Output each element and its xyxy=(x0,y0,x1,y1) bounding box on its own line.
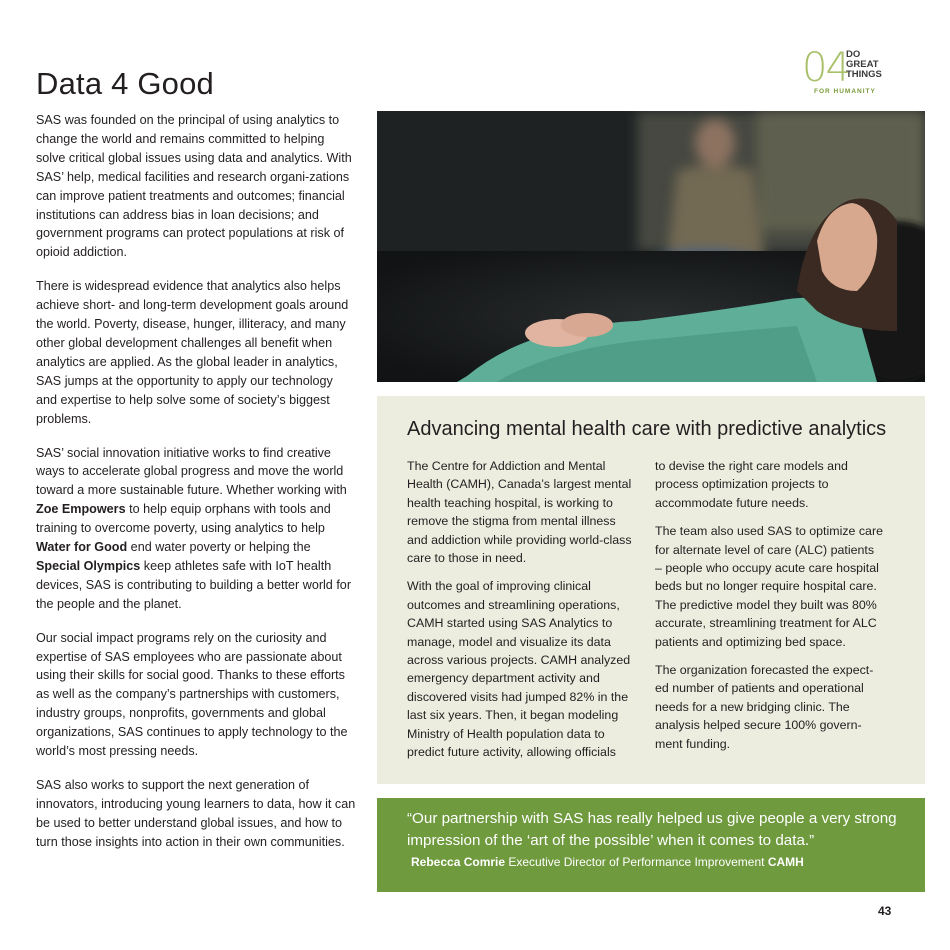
paragraph: The team also used SAS to optimize care for alternate level of care (ALC) patients – people who occupy acute care hospital beds but no longer require hospital care. The predictive model they built was 80% accurate, streamlining treatment for ALC patients and optimizing bed space. xyxy=(655,524,883,649)
paragraph: There is widespread evidence that analytics also helps achieve short- and long-term development goals around the world. Poverty, disease, hunger, illiteracy, and many other global development challenges all benefit when analytics are applied. As the global leader in analytics, SAS jumps at the opportunity to apply our technology and expertise to help solve some of society’s biggest problems. xyxy=(36,279,349,426)
paragraph: SAS also works to support the next generation of innovators, introducing young learners to data, how it can be used to better understand global issues, and how to turn those insights into action in their own communities. xyxy=(36,778,356,849)
panel-column-right xyxy=(655,457,883,763)
do-great-things-logo xyxy=(802,45,892,98)
special-olympics-highlight: Special Olympics xyxy=(36,558,141,573)
paragraph: The Centre for Addiction and Mental Health (CAMH), Canada’s largest mental health teaching hospital, is working to remove the stigma from mental illness and addiction while providing world-class care to those in need. xyxy=(407,459,632,566)
panel-column-left xyxy=(407,457,635,772)
logo-subtitle: FOR HUMANITY xyxy=(814,88,876,95)
therapy-session-photo xyxy=(377,111,925,382)
quote-attribution xyxy=(411,855,804,869)
zoe-empowers-highlight: Zoe Empowers xyxy=(36,502,126,517)
paragraph: SAS’ social innovation initiative works to find creative ways to accelerate global progress and move the world toward a more sustainable future. Whether working with Zoe Empowers to help equip orphans with tools and training to overcome poverty, using analytics to help Water for Good end water poverty or helping the Special Olympics keep athletes safe with IoT health devices, SAS is contributing to building a better world for the people and the planet. xyxy=(36,445,352,611)
photo-illustration xyxy=(377,111,925,382)
paragraph: The organization forecasted the expect-ed number of patients and operational needs for a new bridging clinic. The analysis helped secure 100% govern-ment funding. xyxy=(655,663,874,751)
paragraph: With the goal of improving clinical outcomes and streamlining operations, CAMH started using SAS Analytics to manage, model and visualize its data across various projects. CAMH analyzed emergency department activity and discovered visits had jumped 82% in the last six years. Then, it began modeling Ministry of Health population data to predict future activity, allowing officials xyxy=(407,579,631,760)
logo-word: DO xyxy=(846,49,861,60)
quote-organization: CAMH xyxy=(767,855,804,869)
logo-word: GREAT xyxy=(846,59,879,70)
logo-word: THINGS xyxy=(846,69,882,80)
paragraph: Our social impact programs rely on the curiosity and expertise of SAS employees who are passionate about using their skills for social good. Thanks to these efforts as well as the company’s partnerships with customers, industry groups, nonprofits, governments and global organizations, SAS continues to apply technology to the world’s most pressing needs. xyxy=(36,630,348,759)
quote-author-role: Executive Director of Performance Improvement xyxy=(505,855,768,869)
logo-words xyxy=(846,50,882,80)
body-text-column xyxy=(36,111,356,867)
quote-author-name: Rebecca Comrie xyxy=(411,855,506,869)
paragraph: SAS was founded on the principal of using analytics to change the world and remains committed to helping solve critical global issues using data and analytics. With SAS’ help, medical facilities and research organi-zations can improve patient treatments and outcomes; financial institutions can address bias in loan decisions; and government programs can protect populations at risk of opioid addiction. xyxy=(36,113,352,260)
case-study-panel xyxy=(377,396,925,784)
water-for-good-highlight: Water for Good xyxy=(36,540,128,555)
page-title: Data 4 Good xyxy=(36,66,214,101)
page-number: 43 xyxy=(878,904,892,918)
testimonial-quote-box xyxy=(377,798,925,892)
panel-title: Advancing mental health care with predictive analytics xyxy=(407,418,887,440)
paragraph: to devise the right care models and process optimization projects to accommodate future needs. xyxy=(655,459,848,510)
quote-text: “Our partnership with SAS has really helped us give people a very strong impression of the ‘art of the possible’ when it comes to data.” xyxy=(407,810,897,849)
logo-number: 04 xyxy=(802,45,849,91)
